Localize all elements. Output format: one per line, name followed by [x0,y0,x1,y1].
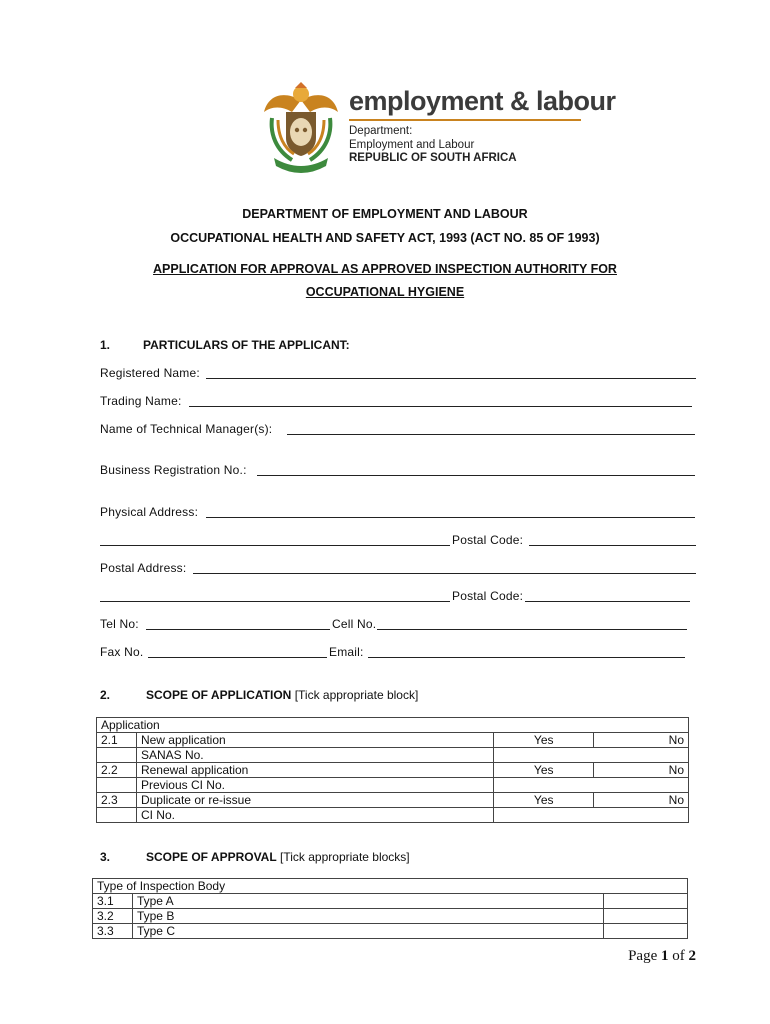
brand-divider [349,119,581,121]
physical-address-field[interactable] [206,517,695,518]
row-2-1-sub: SANAS No. [136,748,493,763]
page-prefix: Page [628,948,658,964]
section-3-note: [Tick appropriate blocks] [280,850,410,864]
row-2-2-sub-value[interactable] [494,778,689,793]
row-2-1-sub-value[interactable] [494,748,689,763]
cell-label: Cell No. [332,617,377,631]
postal-address-label: Postal Address: [100,561,187,575]
section-2-note: [Tick appropriate block] [294,688,419,702]
title-act: OCCUPATIONAL HEALTH AND SAFETY ACT, 1993 (ACT NO. 85 OF 1993) [170,231,600,245]
email-label: Email: [329,645,364,659]
registered-name-field[interactable] [206,378,696,379]
section-3-number: 3. [100,850,111,864]
postal-code-2-field[interactable] [525,601,690,602]
row-3-1-number: 3.1 [93,894,133,909]
tel-field[interactable] [146,629,330,630]
row-2-1-no[interactable]: No [594,733,689,748]
row-2-3-no[interactable]: No [594,793,689,808]
page-number [628,948,696,965]
row-2-1-number: 2.1 [97,733,137,748]
row-2-3-sub: CI No. [136,808,493,823]
technical-manager-field[interactable] [287,434,695,435]
physical-address-line2-field[interactable] [100,545,450,546]
registered-name-label: Registered Name: [100,366,200,380]
row-2-1-yes[interactable]: Yes [494,733,594,748]
dept-line-2: Employment and Labour [349,138,475,151]
row-2-2-no[interactable]: No [594,763,689,778]
coat-of-arms-logo [262,82,340,174]
cell-field[interactable] [377,629,687,630]
section-1-number: 1. [100,338,111,352]
trading-name-label: Trading Name: [100,394,182,408]
row-2-3-yes[interactable]: Yes [494,793,594,808]
dept-line-3: REPUBLIC OF SOUTH AFRICA [349,152,517,164]
row-3-1-label: Type A [132,894,603,909]
business-registration-label: Business Registration No.: [100,463,247,477]
application-table [96,717,689,823]
dept-line-1: Department: [349,125,413,137]
postal-address-field[interactable] [193,573,696,574]
section-2-title: SCOPE OF APPLICATION [146,688,292,702]
section-3-title: SCOPE OF APPROVAL [146,850,277,864]
fax-label: Fax No. [100,645,144,659]
business-registration-field[interactable] [257,475,695,476]
section-1-title: PARTICULARS OF THE APPLICANT: [143,338,350,352]
row-2-2-label: Renewal application [136,763,493,778]
page-total: 2 [688,948,696,964]
inspection-body-table [92,878,688,939]
row-2-3-sub-value[interactable] [494,808,689,823]
postal-code-1-label: Postal Code: [452,533,524,547]
inspection-body-table-header: Type of Inspection Body [93,879,688,894]
title-application-line1: APPLICATION FOR APPROVAL AS APPROVED INSPECTION AUTHORITY FOR [153,262,617,276]
row-3-2-label: Type B [132,909,603,924]
application-table-header: Application [97,718,689,733]
tel-label: Tel No: [100,617,139,631]
row-2-3-label: Duplicate or re-issue [136,793,493,808]
technical-manager-label: Name of Technical Manager(s): [100,422,273,436]
postal-code-2-label: Postal Code: [452,589,524,603]
row-2-2-number: 2.2 [97,763,137,778]
postal-address-line2-field[interactable] [100,601,450,602]
row-3-1-tick[interactable] [604,894,688,909]
postal-code-1-field[interactable] [529,545,696,546]
physical-address-label: Physical Address: [100,505,199,519]
section-2-number: 2. [100,688,111,702]
row-2-1-label: New application [136,733,493,748]
row-3-3-number: 3.3 [93,924,133,939]
department-lines [349,125,517,166]
row-2-2-sub: Previous CI No. [136,778,493,793]
row-2-3-number: 2.3 [97,793,137,808]
row-3-3-label: Type C [132,924,603,939]
brand-wordmark: employment & labour [349,86,616,116]
title-application-line2: OCCUPATIONAL HYGIENE [305,285,465,299]
page-of: of [672,948,685,964]
email-field[interactable] [368,657,685,658]
page-current: 1 [661,948,669,964]
title-department: DEPARTMENT OF EMPLOYMENT AND LABOUR [242,207,528,221]
row-3-3-tick[interactable] [604,924,688,939]
trading-name-field[interactable] [189,406,692,407]
row-3-2-tick[interactable] [604,909,688,924]
row-2-2-yes[interactable]: Yes [494,763,594,778]
fax-field[interactable] [148,657,327,658]
row-3-2-number: 3.2 [93,909,133,924]
